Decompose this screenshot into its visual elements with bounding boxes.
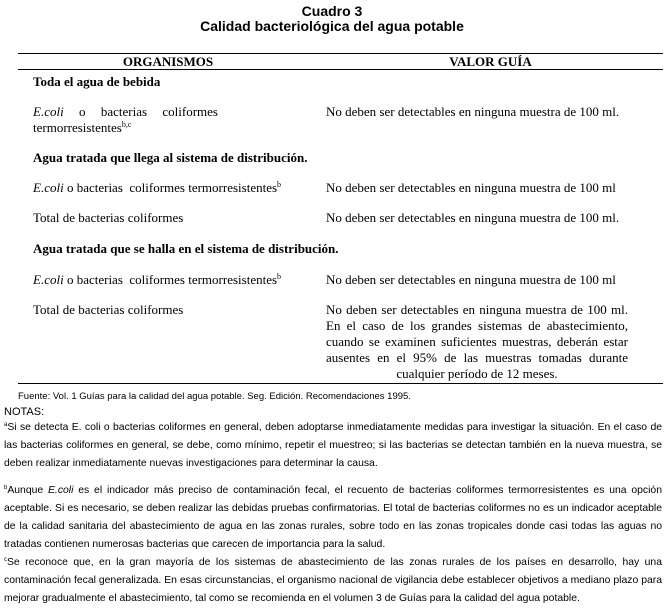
note-text: Se reconoce que, en la gran mayoría de los sistemas de abastecimiento de las zonas rurales de los países en desarrollo, hay una contaminación fecal generalizada. En esas circunstancias, el organismo nacional de vigilancia debe establecer objetivos a mediano plazo para mejorar gradualmente el abastecimiento, tal como se recomienda en el volumen 3 de Guías para la calidad del agua potable. [4, 557, 662, 604]
value-line: cuando se examinen suficientes muestras, deberán estar [326, 334, 628, 349]
organism-word: coliformes [162, 104, 218, 119]
organism-italic: E.coli [33, 272, 64, 287]
organism-cell [33, 180, 281, 196]
note-text: Aunque [7, 485, 48, 496]
value-line: En el caso de los grandes sistemas de abastecimiento, [326, 318, 628, 333]
organism-text: o bacterias coliformes termorresistentes [63, 272, 278, 287]
source-note: Fuente: Vol. 1 Guías para la calidad del agua potable. Seg. Edición. Recomendaciones 1995. [18, 391, 411, 402]
column-header-organismos: ORGANISMOS [122, 54, 214, 69]
organism-cell [33, 104, 218, 120]
table-title: Cuadro 3 [301, 3, 363, 19]
column-header-valor-guia: VALOR GUÍA [449, 54, 532, 69]
note-text: Si se detecta E. coli o bacterias coliformes en general, deben adoptarse inmediatamente medidas para investigar la situación. En el caso de las bacterias coliformes en general, se debe, como mínimo, repetir el muestreo; si las bacterias se detectan también en la nueva muestra, se deben realizar inmediatamente nuevas investigaciones para determinar la causa. [4, 422, 662, 469]
organism-text: o bacterias coliformes termorresistentes [63, 180, 278, 195]
note-marker: b [4, 485, 8, 491]
value-line: ausentes en el 95% de las muestras tomadas durante [326, 350, 628, 365]
organism-text: termorresistentes [33, 120, 122, 135]
organism-word: o [79, 104, 86, 119]
value-cell-multiline [326, 302, 628, 382]
table-bottom-rule [18, 383, 663, 384]
note-c [4, 554, 662, 608]
value-line: cualquier período de 12 meses. [396, 366, 558, 381]
notes-label: NOTAS: [4, 406, 45, 418]
note-text: es el indicador más preciso de contaminación fecal, el recuento de bacterias coliformes termorresistentes es una opción aceptable. Si es necesario, se deben realizar las debidas pruebas confirmatorias. El total de bacterias coliformes no es un indicador aceptable de la calidad sanitaria del abastecimiento de agua en las zonas rurales, sobre todo en las zonas tropicales donde casi todas las aguas no tratadas contienen numerosas bacterias que carecen de importancia para la salud. [4, 485, 662, 550]
value-cell: No deben ser detectables en ninguna muestra de 100 ml [326, 272, 616, 287]
table-subtitle: Calidad bacteriológica del agua potable [200, 18, 464, 34]
section-heading: Agua tratada que llega al sistema de distribución. [33, 150, 308, 165]
organism-cell [33, 272, 281, 288]
value-cell: No deben ser detectables en ninguna muestra de 100 ml. [326, 210, 620, 225]
note-b [4, 482, 662, 554]
note-marker: a [4, 422, 8, 428]
organism-italic: E.coli [33, 104, 64, 119]
organism-cell: Total de bacterias coliformes [33, 210, 184, 225]
footnote-ref: b,c [121, 120, 132, 129]
note-italic: E.coli [48, 485, 74, 496]
value-cell: No deben ser detectables en ninguna muestra de 100 ml. [326, 104, 620, 119]
value-cell: No deben ser detectables en ninguna muestra de 100 ml [326, 180, 616, 195]
organism-cell: Total de bacterias coliformes [33, 302, 184, 317]
organism-cell-line2 [33, 120, 131, 136]
footnote-ref: b [277, 180, 282, 189]
organism-word: bacterias [100, 104, 148, 119]
section-heading: Toda el agua de bebida [33, 74, 161, 89]
note-a [4, 419, 662, 473]
footnote-ref: b [277, 272, 282, 281]
organism-italic: E.coli [33, 180, 64, 195]
section-heading: Agua tratada que se halla en el sistema de distribución. [33, 241, 339, 256]
value-line: No deben ser detectables en ninguna muestra de 100 ml. [326, 302, 628, 317]
note-marker: c [4, 557, 7, 563]
